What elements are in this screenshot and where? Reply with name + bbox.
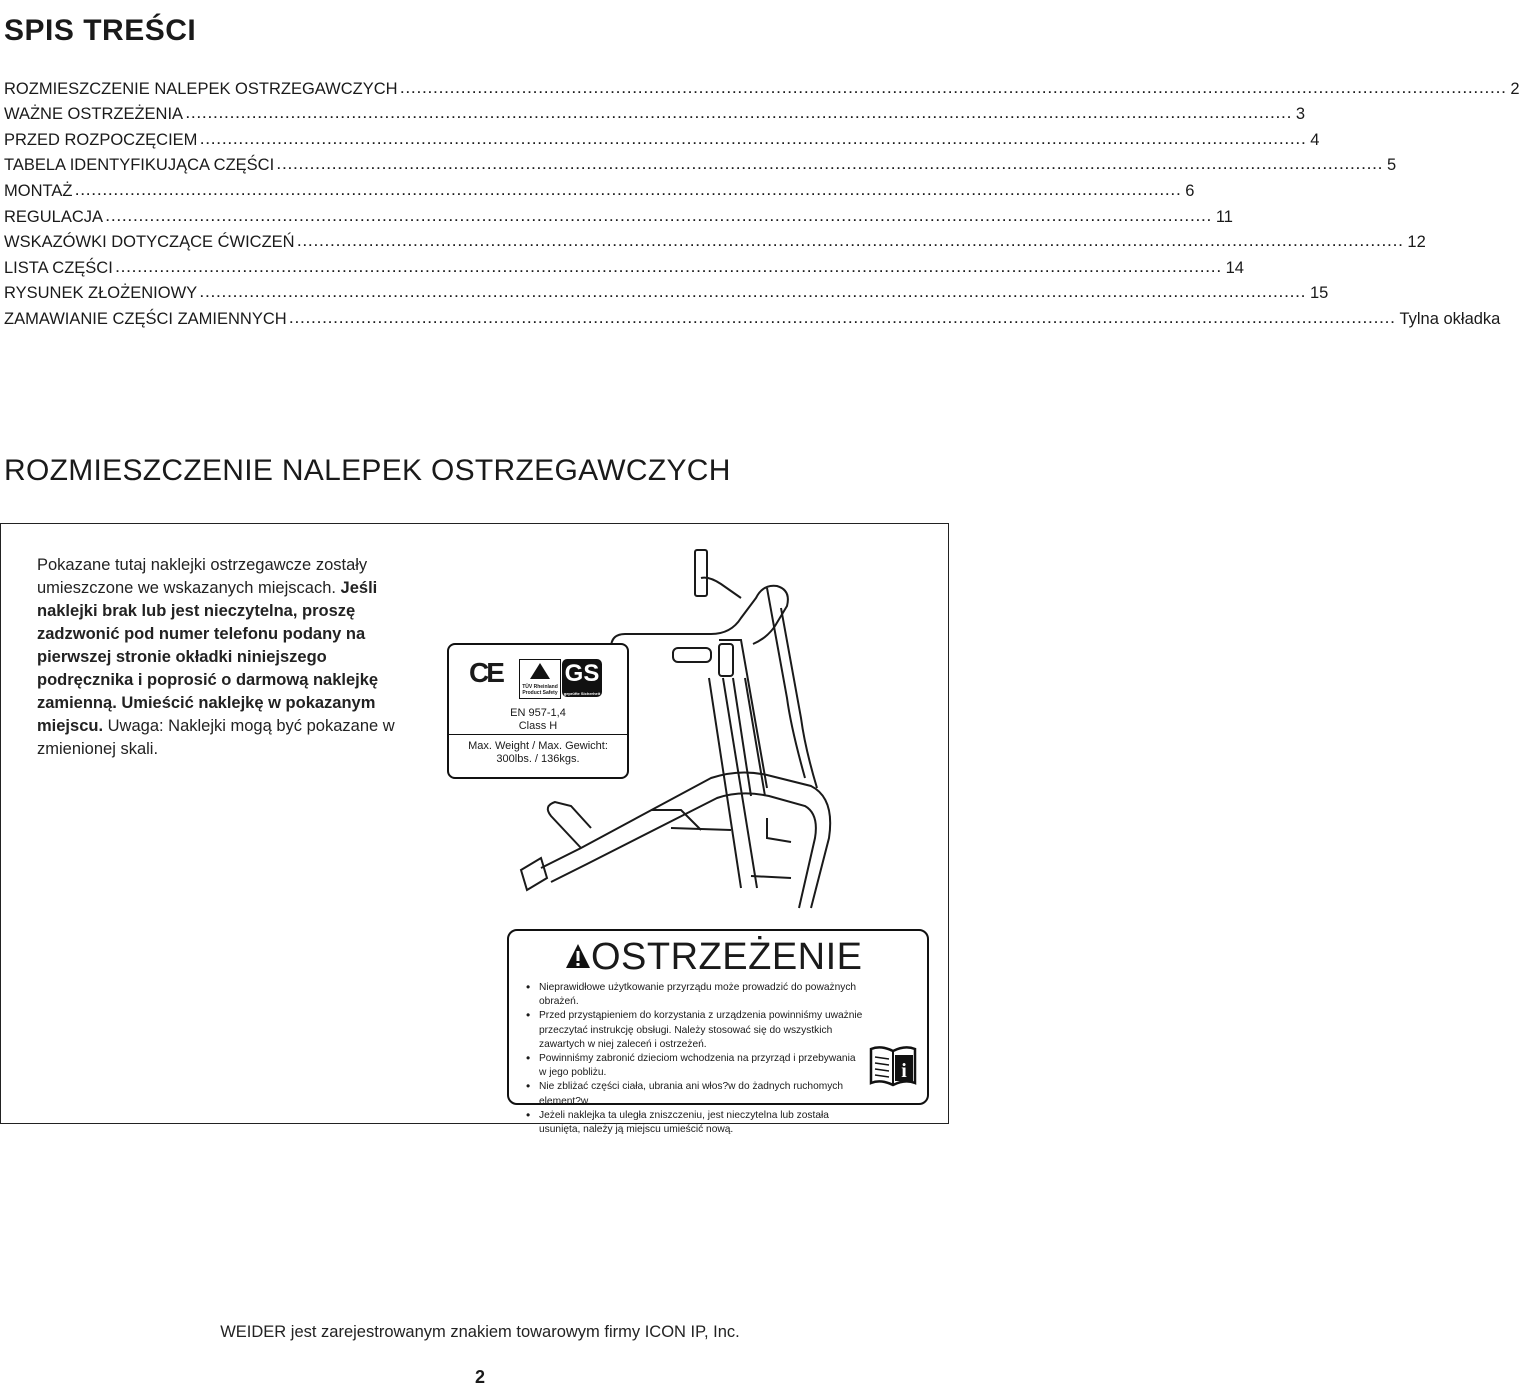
toc-entry [4,175,1195,201]
toc-leader-dots: ........................................................................................................................................................................................................ [106,209,1213,224]
ce-mark: CE [469,657,502,688]
toc-entry-page: 12 [1407,233,1426,252]
toc-entry [4,278,1329,304]
decal-instructions [37,554,397,761]
toc-entry [4,150,1397,176]
warning-list [523,981,863,1137]
trademark-note: WEIDER jest zarejestrowanym znakiem towarowym firmy ICON IP, Inc. [220,1323,740,1341]
toc-entry-page: 3 [1295,105,1306,124]
weight-info [449,740,627,766]
machine-illustration [591,548,851,918]
toc-entry-label: ROZMIESZCZENIE NALEPEK OSTRZEGAWCZYCH [4,79,398,98]
toc-leader-dots: ........................................................................................................................................................................................................ [115,260,1223,275]
toc-leader-dots: ........................................................................................................................................................................................................ [75,183,1183,198]
toc-entry [4,99,1306,125]
toc-entry-page: 5 [1386,156,1397,175]
gs-subtext: geprüfte Sicherheit [563,691,601,696]
toc-entry [4,124,1320,150]
decal-divider [449,734,627,735]
standard-class: Class H [518,720,558,732]
toc-entry [4,73,1520,99]
tuv-text: TÜV Rheinland Product Safety [522,684,558,696]
section-title: ROZMIESZCZENIE NALEPEK OSTRZEGAWCZYCH [4,454,731,487]
toc-entry [4,201,1233,227]
gs-text: GS [564,660,600,687]
toc-leader-dots: ........................................................................................................................................................................................................ [400,81,1508,96]
warning-decals-panel [0,523,949,1136]
max-weight-label: Max. Weight / Max. Gewicht: [468,740,608,752]
instructions-normal-2: Uwaga: Naklejki mogą być pokazane w zmienionej skali. [37,717,395,758]
certification-decal [447,643,629,779]
toc-entry-label: PRZED ROZPOCZĘCIEM [4,130,198,149]
warning-heading: OSTRZEŻENIE [591,936,863,978]
warning-item: • Jeżeli naklejka ta uległa zniszczeniu, jest nieczytelna lub została usunięta, należy ją miejscu umieścić nową. [523,1109,863,1137]
toc-leader-dots: ........................................................................................................................................................................................................ [200,286,1307,301]
toc-leader-dots: ........................................................................................................................................................................................................ [297,235,1405,250]
toc-leader-dots: ........................................................................................................................................................................................................ [200,132,1308,147]
toc-entry-label: REGULACJA [4,207,104,226]
toc-entry-page: 11 [1215,207,1233,226]
toc-entry-label: TABELA IDENTYFIKUJĄCA CZĘŚCI [4,156,275,175]
max-weight-value: 300lbs. / 136kgs. [496,753,580,765]
toc-entry-label: WSKAZÓWKI DOTYCZĄCE ĆWICZEŃ [4,233,295,252]
book-icon-letter: i [901,1060,907,1082]
warning-item: • Przed przystąpieniem do korzystania z urządzenia powinniśmy uważnie przeczytać instrukcję obsługi. Należy stosować się do wszystkich zawartych w niej zaleceń i ostrzeżeń. [523,1009,863,1052]
table-of-contents [4,73,1520,329]
toc-entry-page: 14 [1225,258,1244,277]
instructions-bold: Jeśli naklejki brak lub jest nieczytelna, proszę zadzwonić pod numer telefonu podany na pierwszej stronie okładki niniejszego podręcznika i poprosić o darmową naklejkę zamienną. Umieścić naklejkę w pokazanym miejscu. [37,579,379,735]
toc-entry-label: ZAMAWIANIE CZĘŚCI ZAMIENNYCH [4,309,287,328]
warning-item: • Nie zbliżać części ciała, ubrania ani włos?w do żadnych ruchomych element?w. [523,1080,863,1108]
toc-entry [4,252,1244,278]
warning-item: • Powinniśmy zabronić dzieciom wchodzenia na przyrząd i przebywania w jego pobliżu. [523,1052,863,1080]
toc-title: SPIS TREŚCI [4,14,197,47]
gs-mark-icon [562,659,602,697]
toc-entry-page: 4 [1310,130,1320,149]
warning-item: • Nieprawidłowe użytkowanie przyrządu może prowadzić do poważnych obrażeń. [523,981,863,1009]
toc-entry-page: 6 [1185,181,1195,200]
toc-entry-page: 2 [1510,79,1520,98]
standard-number: EN 957-1,4 [510,707,566,719]
toc-entry [4,303,1501,329]
warning-decal [507,929,929,1136]
page-number: 2 [474,1367,485,1387]
toc-leader-dots: ........................................................................................................................................................................................................ [277,158,1384,173]
toc-entry-label: WAŻNE OSTRZEŻENIA [4,105,184,124]
toc-entry-page: Tylna okładka [1399,309,1501,328]
toc-entry-label: LISTA CZĘŚCI [4,258,113,277]
toc-entry [4,227,1426,253]
warning-triangle-icon [565,943,591,969]
standard-info [449,707,627,733]
toc-leader-dots: ........................................................................................................................................................................................................ [186,107,1293,122]
toc-entry-label: RYSUNEK ZŁOŻENIOWY [4,284,198,303]
toc-leader-dots: ........................................................................................................................................................................................................ [289,311,1397,326]
tuv-mark-icon [519,659,561,699]
toc-entry-page: 15 [1309,284,1329,303]
toc-entry-label: MONTAŻ [4,181,73,200]
instructions-normal-1: Pokazane tutaj naklejki ostrzegawcze zostały umieszczone we wskazanych miejscach. [37,556,368,597]
read-manual-icon [869,1041,917,1089]
